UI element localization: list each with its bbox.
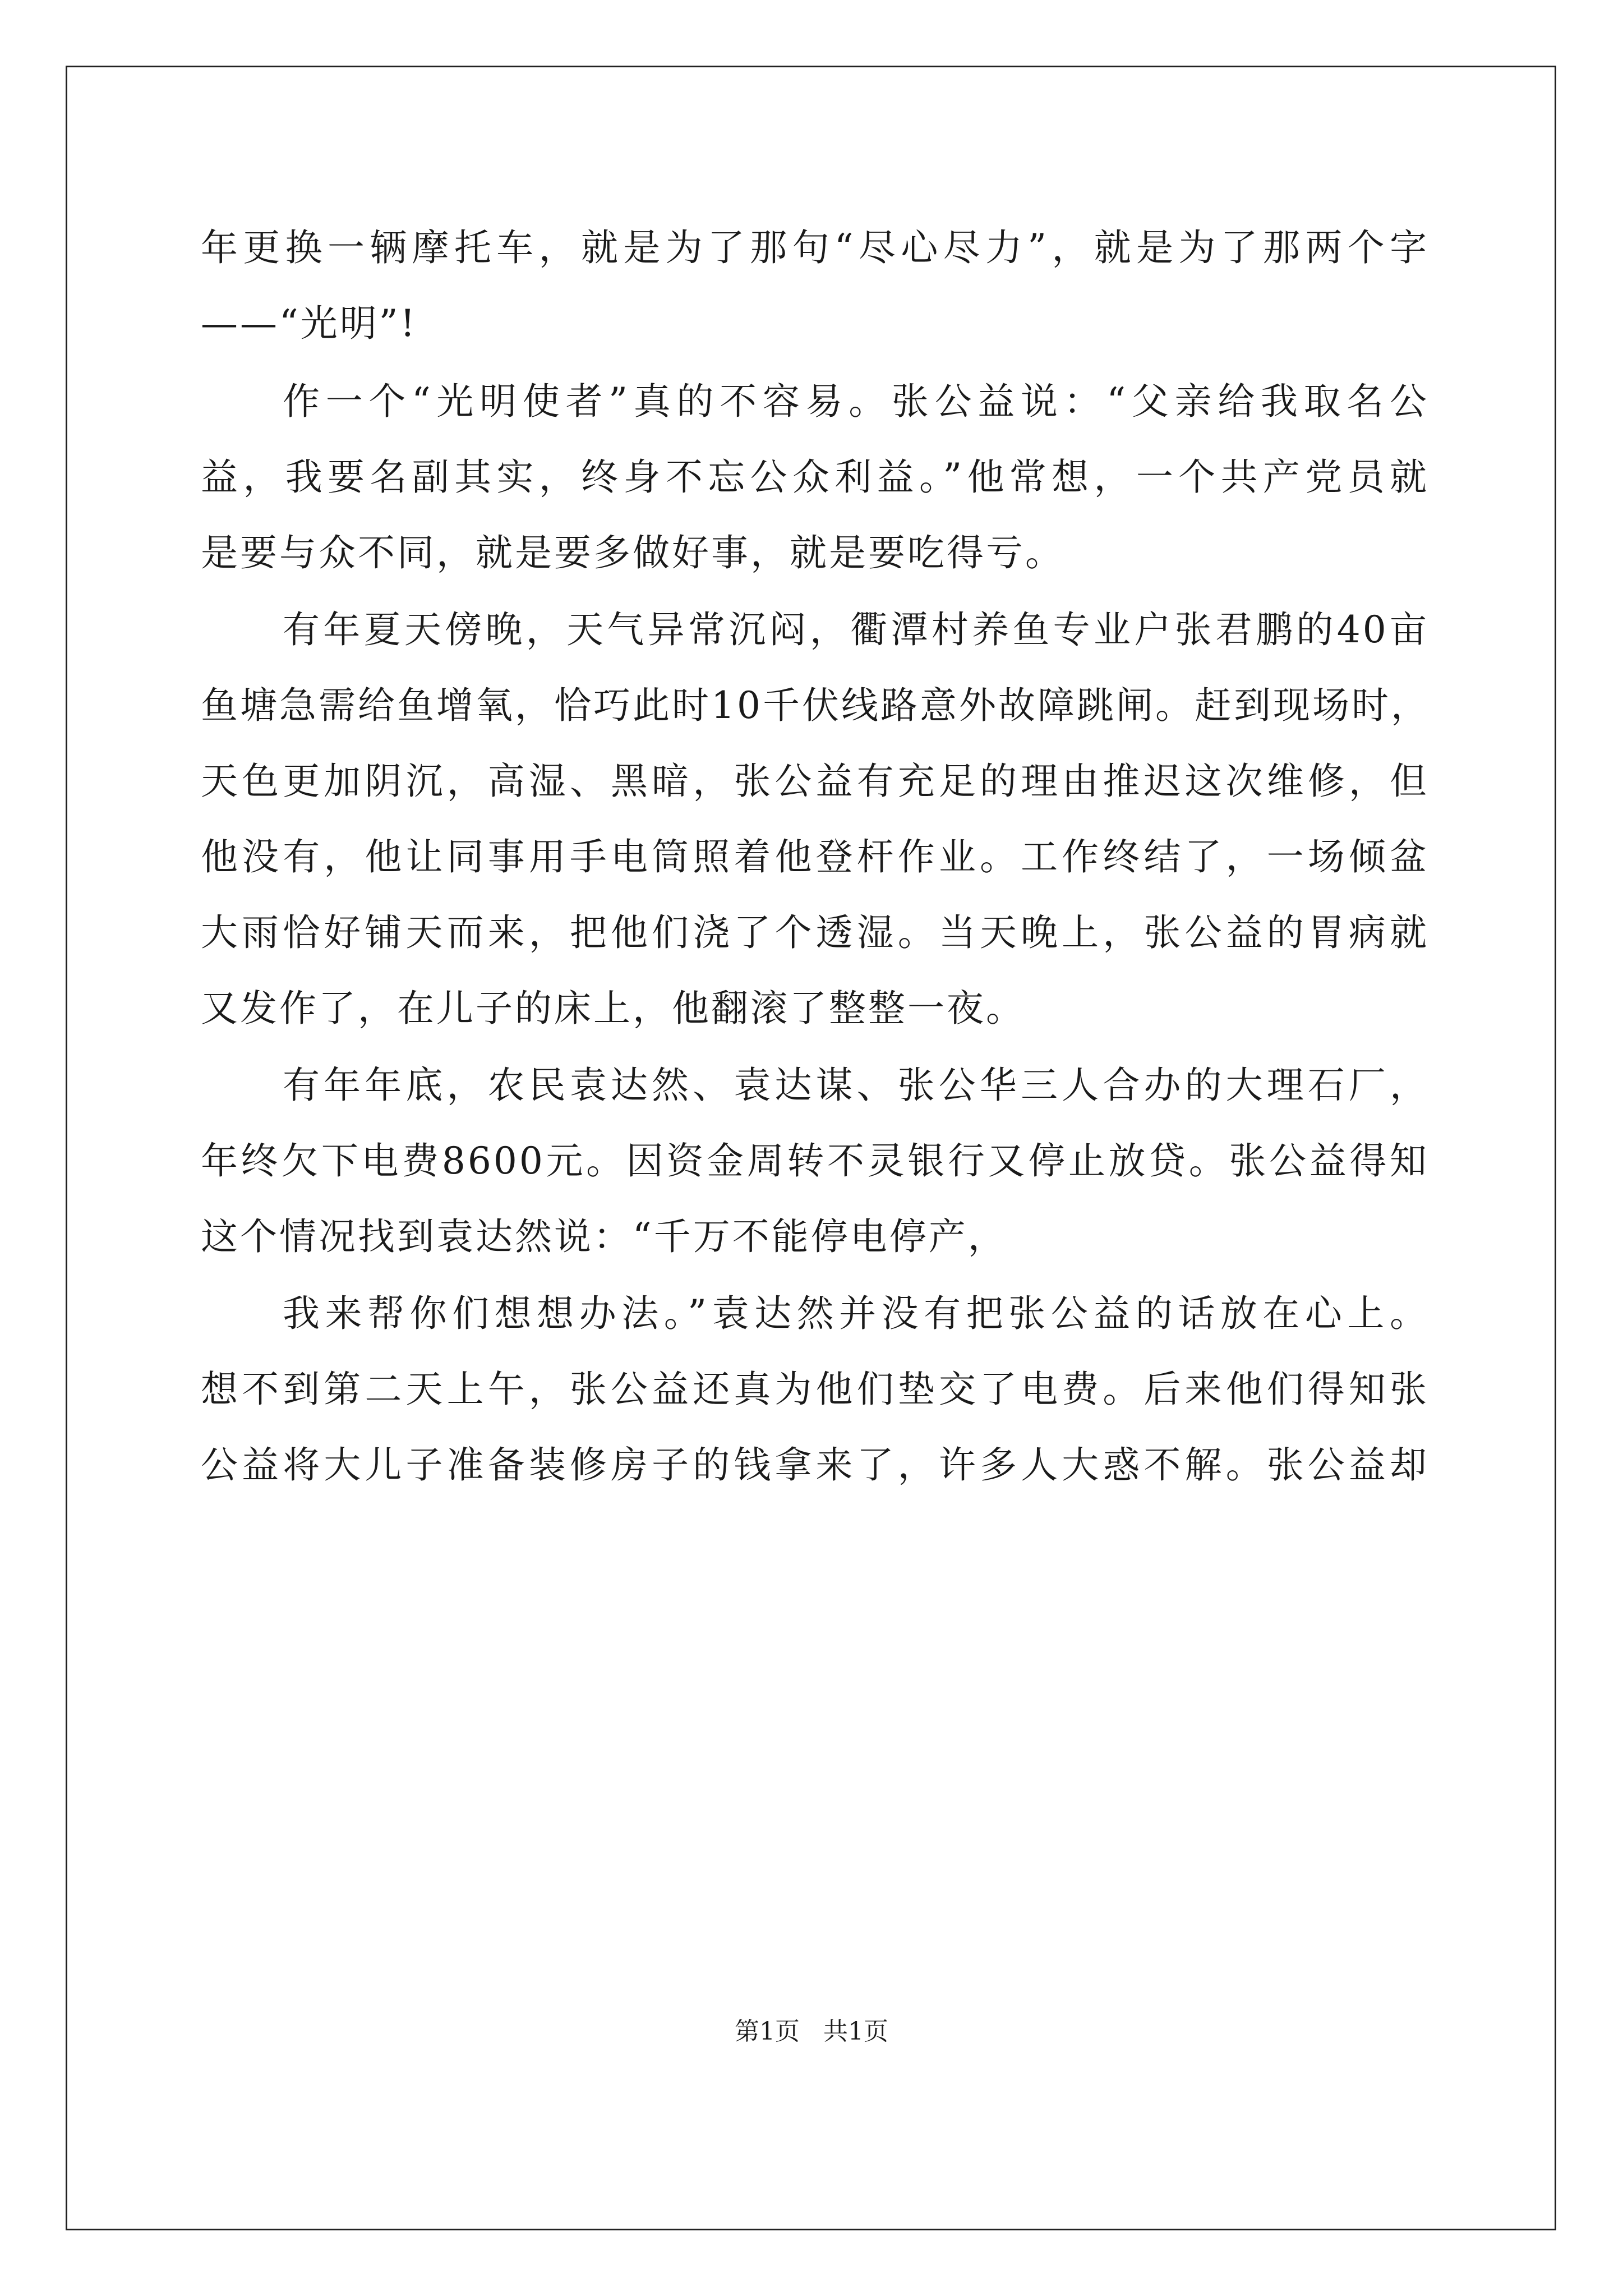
text-line: 他没有，他让同事用手电筒照着他登杆作业。工作终结了，一场倾盆 xyxy=(201,835,1429,878)
text-line: 公益将大儿子准备装修房子的钱拿来了，许多人大惑不解。张公益却 xyxy=(201,1443,1429,1487)
page-footer xyxy=(0,2017,1623,2047)
text-line: 是要与众不同，就是要多做好事，就是要吃得亏。 xyxy=(201,531,1064,574)
text-line: 有年年底，农民袁达然、袁达谋、张公华三人合办的大理石厂， xyxy=(283,1064,1429,1107)
text-line: 益，我要名副其实，终身不忘公众利益。”他常想，一个共产党员就 xyxy=(201,455,1429,499)
text-line: 又发作了，在儿子的床上，他翻滚了整整一夜。 xyxy=(201,987,1025,1030)
page-total: 共1页 xyxy=(823,2017,888,2046)
text-line: 天色更加阴沉，高湿、黑暗，张公益有充足的理由推迟这次维修，但 xyxy=(201,760,1429,803)
text-line: 想不到第二天上午，张公益还真为他们垫交了电费。后来他们得知张 xyxy=(201,1368,1429,1411)
page-number: 第1页 xyxy=(735,2017,800,2046)
text-line: 年终欠下电费8600元。因资金周转不灵银行又停止放贷。张公益得知 xyxy=(201,1139,1429,1182)
text-line: ——“光明”! xyxy=(201,302,418,345)
text-line: 我来帮你们想想办法。”袁达然并没有把张公益的话放在心上。 xyxy=(283,1292,1429,1335)
text-line: 年更换一辆摩托车，就是为了那句“尽心尽力”，就是为了那两个字 xyxy=(201,226,1429,269)
text-line: 鱼塘急需给鱼增氧，恰巧此时10千伏线路意外故障跳闸。赶到现场时， xyxy=(201,684,1430,727)
text-line: 大雨恰好铺天而来，把他们浇了个透湿。当天晚上，张公益的胃病就 xyxy=(201,911,1429,954)
text-line: 作一个“光明使者”真的不容易。张公益说：“父亲给我取名公 xyxy=(283,380,1429,423)
text-line: 这个情况找到袁达然说：“千万不能停电停产， xyxy=(201,1215,1007,1258)
text-line: 有年夏天傍晚，天气异常沉闷，衢潭村养鱼专业户张君鹏的40亩 xyxy=(283,608,1429,651)
